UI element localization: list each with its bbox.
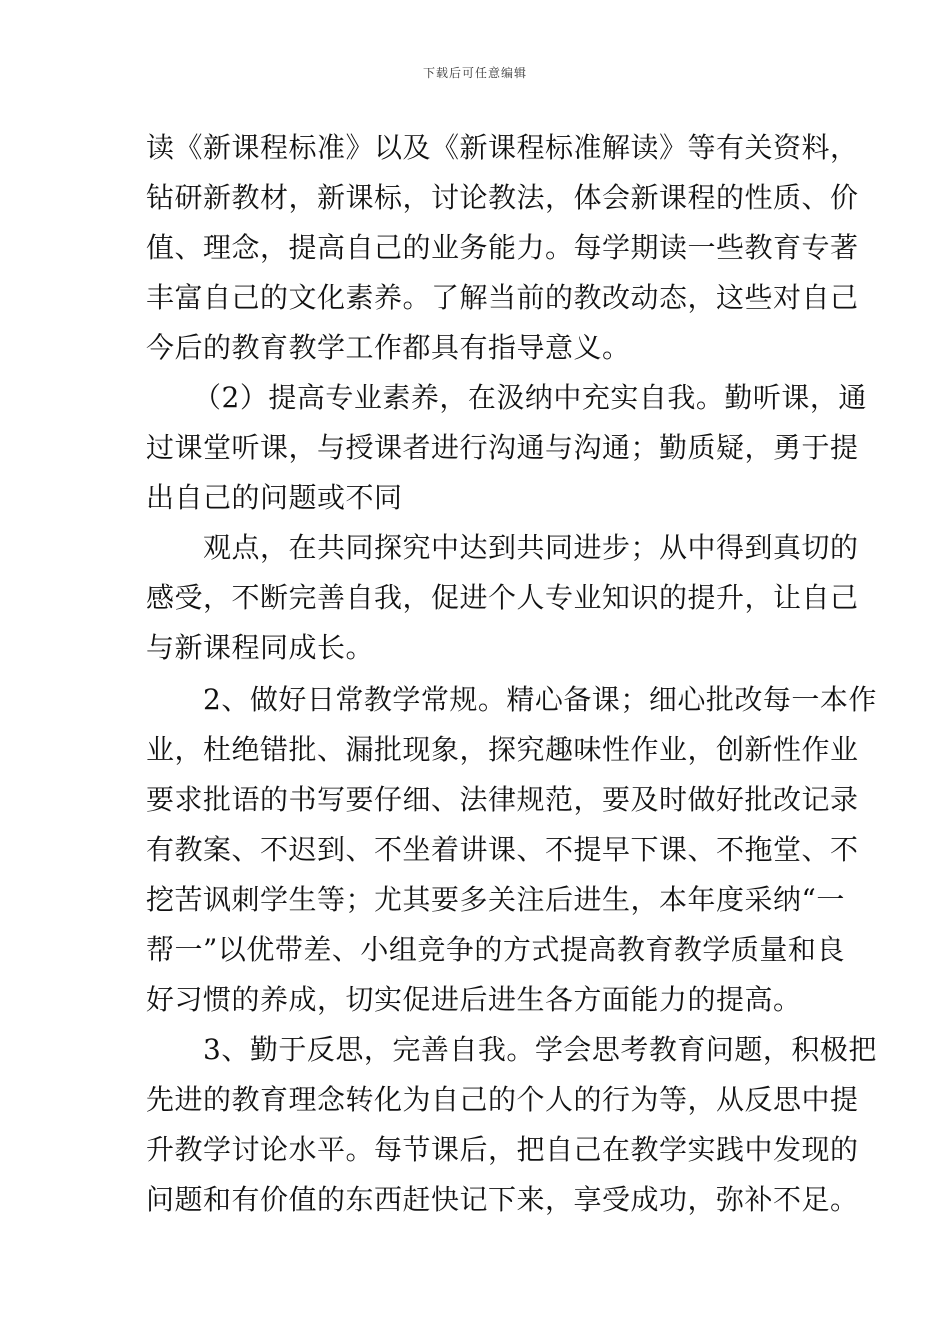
- text-line: 先进的教育理念转化为自己的个人的行为等，从反思中提: [146, 1083, 859, 1116]
- text-line: 值、理念，提高自己的业务能力。每学期读一些教育专著: [146, 231, 859, 264]
- text-line: 挖苦讽刺学生等；尤其要多关注后进生，本年度采纳“一: [146, 883, 845, 916]
- text-line: 问题和有价值的东西赶快记下来，享受成功，弥补不足。: [146, 1183, 859, 1216]
- text-line: 出自己的问题或不同: [146, 481, 403, 514]
- text-line: 好习惯的养成，切实促进后进生各方面能力的提高。: [146, 983, 802, 1016]
- text-line: 2、做好日常教学常规。精心备课；细心批改每一本作: [203, 683, 877, 716]
- text-line: 读《新课程标准》以及《新课程标准解读》等有关资料，: [146, 131, 859, 164]
- text-line: 感受，不断完善自我，促进个人专业知识的提升，让自己: [146, 581, 859, 614]
- text-line: 业，杜绝错批、漏批现象，探究趣味性作业，创新性作业: [146, 733, 859, 766]
- text-line: 升教学讨论水平。每节课后，把自己在教学实践中发现的: [146, 1133, 859, 1166]
- text-line: 今后的教育教学工作都具有指导意义。: [146, 331, 631, 364]
- text-line: 帮一”以优带差、小组竞争的方式提高教育教学质量和良: [146, 933, 845, 966]
- text-line: 3、勤于反思，完善自我。学会思考教育问题，积极把: [203, 1033, 877, 1066]
- text-line: 钻研新教材，新课标，讨论教法，体会新课程的性质、价: [146, 181, 859, 214]
- page-header: 下载后可任意编辑: [422, 66, 527, 80]
- text-line: 有教案、不迟到、不坐着讲课、不提早下课、不拖堂、不: [146, 833, 859, 866]
- text-line: （2）提高专业素养，在汲纳中充实自我。勤听课，通: [193, 381, 867, 414]
- text-line: 丰富自己的文化素养。了解当前的教改动态，这些对自己: [146, 281, 859, 314]
- text-line: 要求批语的书写要仔细、法律规范，要及时做好批改记录: [146, 783, 859, 816]
- text-line: 观点，在共同探究中达到共同进步；从中得到真切的: [203, 531, 859, 564]
- text-line: 与新课程同成长。: [146, 631, 375, 664]
- text-line: 过课堂听课，与授课者进行沟通与沟通；勤质疑，勇于提: [146, 431, 859, 464]
